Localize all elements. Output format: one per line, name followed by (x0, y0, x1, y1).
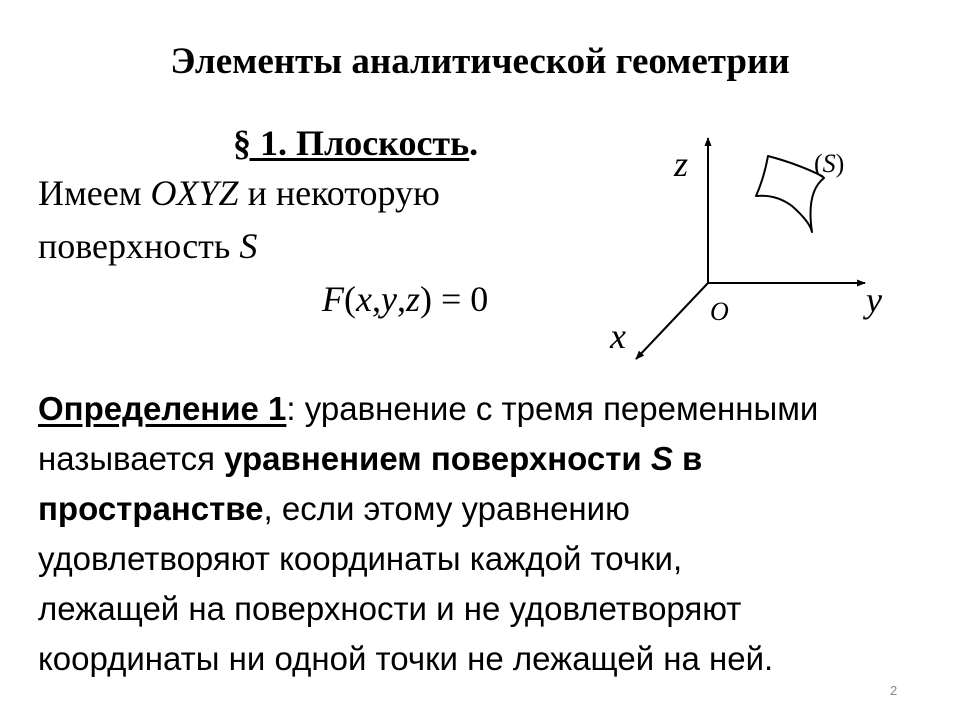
definition-emphasis: уравнением поверхности (224, 440, 651, 477)
surface-equation (322, 278, 488, 320)
definition-line-4: удовлетворяют координаты каждой точки, (38, 540, 683, 577)
definition-line-5: лежащей на поверхности и не удовлетворяют (38, 590, 742, 627)
intro-text: поверхность (38, 226, 240, 266)
coordinate-system-symbol: OXYZ (150, 173, 239, 213)
equation-function: F (322, 279, 344, 319)
y-axis-label: y (866, 280, 882, 320)
equation-paren: ) (419, 279, 432, 319)
origin-label: O (710, 297, 729, 326)
surface-label-var: S (822, 149, 836, 178)
x-axis (636, 283, 708, 359)
coordinate-diagram (590, 126, 920, 376)
equation-comma: , (396, 279, 406, 319)
intro-line-1 (38, 172, 440, 214)
definition-line-2 (38, 434, 938, 484)
surface-symbol: S (239, 226, 258, 266)
definition-emphasis: в (672, 440, 703, 477)
section-heading-period: . (469, 123, 479, 163)
equation-paren: ( (344, 279, 356, 319)
section-heading-text: § 1. Плоскость (233, 123, 470, 163)
x-axis-label: x (610, 316, 626, 356)
definition-text: : уравнение с тремя переменными (286, 390, 819, 427)
definition-emphasis: пространстве (38, 490, 264, 527)
surface-label-paren: ( (814, 149, 823, 178)
definition-text: , если этому уравнению (263, 490, 630, 527)
intro-line-2 (38, 225, 257, 267)
section-heading (233, 122, 478, 164)
slide-title: Элементы аналитической геометрии (170, 41, 790, 82)
surface-label-paren: ) (835, 149, 845, 178)
surface-label (814, 149, 844, 178)
definition-block (38, 384, 938, 684)
definition-line-3 (38, 484, 938, 534)
equation-comma: , (371, 279, 381, 319)
equation-var-x: x (356, 279, 372, 319)
definition-line-1 (38, 384, 938, 434)
definition-text: называется (38, 440, 225, 477)
equation-rhs: = 0 (431, 279, 489, 319)
intro-text: Имеем (38, 173, 151, 213)
definition-line-6: координаты ни одной точки не лежащей на ней. (38, 640, 774, 677)
equation-var-y: y (380, 279, 397, 319)
surface-symbol: S (650, 440, 673, 477)
z-axis-label: z (674, 144, 689, 184)
definition-term: Определение 1 (38, 390, 287, 427)
equation-var-z: z (405, 279, 420, 319)
intro-text: и некоторую (238, 173, 440, 213)
page-number: 2 (890, 683, 898, 698)
